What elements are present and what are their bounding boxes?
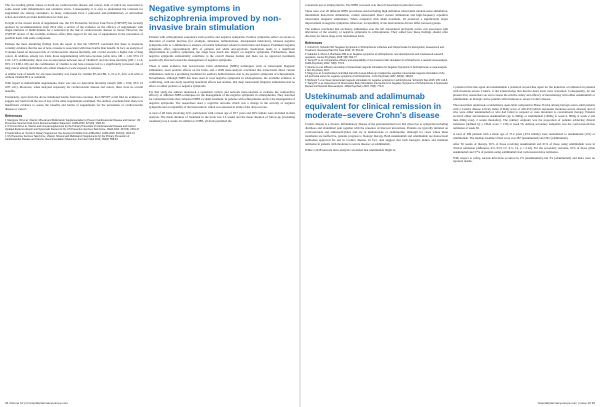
reference-number: 2 bbox=[305, 52, 307, 56]
body-paragraph: Fortunately, apart from the above mentioned harms from beta-carotene, the USPSTF could find no evidence to suggest any harm from the use of any of the other supplements examined. The authors concluded that 'there was insufficient evidence to assess the benefits and harms of supplements for the prevention of cardiovascular disease or cancer'. bbox=[5, 95, 143, 111]
reference-number: 2 bbox=[5, 125, 7, 129]
right-page bbox=[300, 0, 600, 407]
body-paragraph: There were over 20 different NIBS procedures used including high-definition transcranial random noise stimulation, intermittent theta-burst stimulation, cranial transcranial direct current stimulation and high-frequency repetitive transcranial magnetic stimulation. When compared with sham treatment, all produced a significantly larger improvement in negative symptoms. Moreover, acceptability of the interventions did not differ between groups. bbox=[305, 8, 448, 25]
reference-number: 3 bbox=[305, 59, 307, 63]
body-paragraph: The authors concluded that excitatory stimulation over the left dorsolateral prefrontal cortex was associated with alleviation of the severity of negative symptoms in schizophrenia. They added how these findings should offer direction for future large-scale randomised trials. bbox=[305, 26, 448, 39]
right-page-column-1 bbox=[305, 4, 448, 154]
reference-text: Mogg A et al. A randomized controlled trial with 4-week follow-up of adjunctive repetitive transcranial magnetic stimulation of the left prefrontal cortex for negative symptoms of schizophrenia. J Clin Psychiatry 2007; 68(12): 1994-6. bbox=[305, 72, 445, 79]
body-paragraph: While a 2018 network meta-analysis concluded that adalimumab might be bbox=[305, 147, 396, 152]
reference-text: Wobrock T et al. Deep transcranial magnetic stimulation for negative symptoms in schizophrenia. Schizophr Res 2015; 165: 113-6. bbox=[307, 78, 448, 82]
page-footer-right: hospitalpharmacyeurope.com | Issue 10 35 bbox=[537, 401, 595, 405]
references-heading: References bbox=[5, 113, 23, 118]
body-paragraph: Perhaps the most disturbing finding from the report is that the USPSTF concluded that there is moderate certainty evidence that the use of beta-carotene is associated with more harms than benefit. In fact, an analysis of 9 studies found an increased risk of cardiovascular disease mortality, and a trend towards a higher risk of lung cancer. In addition, among two trials, those supplementing with beta-carotene (odds ratio, OR = 1.20, 95% CI 1.02-1.37). Additionally, there was an association between use of vitamin E and all-cause mortality (OR = 1.16, 95% CI 0.80-1.69) and the combination of vitamin A and beta-carotene led to a significantly increased risk of lung cancer among individuals who either smoked or were exposed to asbestos. bbox=[5, 42, 143, 70]
reference-text: US Preventive Services Task Force. Vitamin, Mineral and Multivitamin Supplements for the Primary Prevention of Cardiovascular Disease and Cancer: Recommendation Statement. Ann Intern Med 2014; 160(8): 558-64. bbox=[5, 135, 130, 142]
reference-item bbox=[305, 72, 448, 78]
reference-item bbox=[305, 46, 448, 52]
reference-item bbox=[305, 53, 448, 59]
reference-item bbox=[5, 135, 143, 141]
body-paragraph: The two leading global causes of death are cardiovascular disease and cancer, both of which are associated to some extent with inflammation and oxidative stress. Consequently, it is easy to understand the rationale for supplement use among consumers, as many compounds have a purported anti-inflammatory or antioxidant action and which provides justification for their use. bbox=[5, 4, 143, 19]
left-page-column-1 bbox=[5, 4, 143, 142]
left-page-column-2 bbox=[149, 4, 295, 126]
body-paragraph: With respect to safety, serious infections occurred in 2% (ustekinumab) and 3% (adalimumab) and there were no reported deaths. bbox=[453, 155, 595, 164]
reference-item bbox=[305, 59, 448, 65]
reference-text: Tseng PT et al. Comparative efficacy and acceptability of non-invasive brain stimulation in schizophrenia: a network meta-analysis. JAMA Psychiatry 2022; 79(8): 770-9. bbox=[305, 59, 448, 66]
reference-text: Tsang PT et al. Assessment of Noninvasive Brain Stimulation Interventions for Negative Symptoms of Schizophrenia: A Systematic Review and Network Meta-analysis. JAMA Psychiatry 2022; 79(8): 770-9. bbox=[305, 82, 448, 89]
body-paragraph: A total of 386 patients with a mean age of 37.2 years (43% female) were randomised to ustekinumab (191) or adalimumab. The median baseline CDAI score was 287 (ustekinumab) and 291 (adalimumab). bbox=[453, 131, 595, 140]
body-paragraph: For that study the authors undertook a systematic review and network meta-analysis to evaluate the comparative efficacy of different NIBS techniques for the management of the negative symptoms in schizophrenia. They searched for randomised trials that compared NIBS vs sham treatment, in patients with schizophrenia and for the management of negative symptoms. The researchers used a cognitive outcome which was a change in the severity of negative symptoms and acceptability of the intervention, which was assessed in terms of the drop-out rate. bbox=[149, 89, 295, 110]
body-paragraph: There is some evidence that non-invasive brain stimulation (NIBS) techniques, such as transcranial magnetic stimulation, exert positive effects on the brain, and a 2009 meta-analysis concluded that transcranial direct current stimulation could be a promising treatment for auditory hallucinations, that is, the positive symptoms of schizophrenia. Nevertheless, although NIBS has been used to treat negative symptoms in schizophrenia, the available evidence is conflicting, with one study reporting beneficial effects and another, that deep transcranial magnetic stimulation had no effect on either positive or negative symptoms. bbox=[149, 64, 295, 88]
body-paragraph: After 56 weeks of therapy, 65% of those receiving ustekinumab and 61% of those using adalimumab were in clinical remission (difference 4%, 95% CI -6 to 14, p = 0.42). For the secondary outcome, 61% of those given ustekinumab and 57% of patients using adalimumab had corticosteroid-free remission. bbox=[453, 141, 595, 154]
reference-text: Aleman A et al. Efficacy and safety of transcranial magnetic stimulation for Negative Symptoms in Schizophrenia: a meta-analysis. J Clin Psychiatry 2017. bbox=[305, 65, 448, 72]
body-paragraph: concurrent use of antipsychotics. The NIBS was used over the left dorsolateral prefrontal cortex. bbox=[305, 4, 423, 7]
reference-text: Correll CU, Schooler NR. Negative Symptoms in Schizophrenia: A Review and Clinical Guide for Recognition, Assessment and Treatment. Neuropsychiatr Dis Treat 2020; 16: 519-34. bbox=[305, 46, 444, 53]
reference-number: 1 bbox=[305, 46, 307, 50]
reference-item bbox=[305, 82, 448, 88]
reference-number: 1 bbox=[5, 118, 7, 122]
article-headline-schizophrenia: Negative symptoms in schizophrenia improved by non-invasive brain stimulation bbox=[149, 4, 282, 33]
body-paragraph: Patients with schizophrenia experience both positive and negative symptoms. Positive symptoms reflect an excess or distortion of normal function (for example, delusions, hallucinations, disorganised behaviour), whereas negative symptoms refer to a diminution or absence of normal behaviours related to motivation and interest. Prominent negative symptoms affect approximately 40% of patients and while anti-psychotic medication leads to a significant improvement in positive symptoms, the drugs have much less impact on negative symptoms. Furthermore, these negative symptoms substantially contribute to the overall disease burden and there are no approved treatments specifically directed toward the management of negative symptoms. bbox=[149, 34, 295, 63]
body-paragraph: A similar lack of benefit for all-cause mortality was found for vitamin B3 and B6, C, D or E, folic acid with or without vitamin B12 or selenium. bbox=[5, 71, 143, 80]
reference-list bbox=[305, 46, 448, 88]
reference-item bbox=[5, 125, 143, 131]
reference-number: 7 bbox=[305, 82, 307, 86]
body-paragraph: A total of 48 trials involving 2211 participants with a mean age of 38.7 years and 69% female were included in their analysis. The mean duration of treatment in the trials was 2.6 weeks and the mean duration of follow-up (excluding treatment) was 4 weeks. In addition to NIBS, all trials permitted the bbox=[149, 111, 295, 123]
reference-number: 6 bbox=[305, 78, 307, 82]
reference-text: Kantor ED et al. Trends in Dietary Supplement Use Among US Adults From 1999-2012. JAMA 2016; 316(14): 1464-74. bbox=[7, 131, 136, 135]
body-paragraph: a preferred first-line agent and ustekinumab a preferred second-line agent for the induction of remission in patients with moderate-severe Crohn's, it did acknowledge that head-to-head trials were warranted. Consequently, for the present trial, researchers set out to assess the relative safety and efficacy of monotherapy with either ustekinumab or adalimumab, in biologic-naive patients with moderate to severe Crohn's disease. bbox=[453, 86, 595, 101]
reference-item bbox=[305, 66, 448, 72]
page-footer-left: 34 Volume 10 (1) hospitalpharmacyeurope.com bbox=[5, 401, 69, 405]
reference-number: 3 bbox=[5, 131, 7, 135]
reference-number: 4 bbox=[5, 135, 7, 139]
body-paragraph: The researchers undertook a randomised, open-label comparative Phase 3b trial among biologic-naive adult patients with a Crohn's disease activity index (CDAI) score of 220-450 (which represents moderate-severe disease) and of who were either ustekinumab or who had failed to respond or were intolerant to conventional therapy. Patients received either subcutaneous ustekinumab (up to 90mg) or adalimumab (160mg at week 0, 80mg at week 2 and then 40mg every 2 weeks thereafter). The primary endpoint was the proportion of patients achieving clinical remission (defined by a CDAI score < 150) at week 56. Among secondary endpoints was the corticosteroid-free remission at week 56. bbox=[453, 102, 595, 131]
references-heading: References bbox=[305, 41, 323, 46]
reference-text: Galderisi S, Mucci A, Buchanan RW et al. Negative symptoms of schizophrenia: new developments and unanswered research questions. Lancet Psychiatry 2018; 5(8): 664-77. bbox=[305, 52, 444, 59]
body-paragraph: In light of the current levels of supplement use, the US Preventive Services Task Force (USPSTF) has recently updated its recommendations from 2014 after a review of the evidence on the efficacy of supplements with single nutrients or multivitamins for a reduction in the risk of cardiovascular disease or cancer. However, the USPSTF review of the available evidence offers little support for the use of supplements in the prevention of possible harm with some compounds. bbox=[5, 20, 143, 41]
body-paragraph: Crohn's disease is a chronic, inflammatory disease of the gastrointestinal tract that gives rise to symptoms including diarrhoea and abdominal pain together with the presence of mucosal ulcerations. Patients are typically initiated on corticosteroids and aminosalicylates and are at methotrexate or azathioprine, although for cases where these treatments are ineffective, patients progress to biologic therapy. Both ustekinumab and adalimumab are monoclonal antibodies approved for use in Crohn's disease. In fact, data suggest that both biologics induce and maintain remission in patients with moderate to severe disease; as adalimumab. bbox=[305, 122, 448, 146]
reference-text: O'Connor EA et al. Vitamin and mineral supplements for the Primary Prevention of Cardiovascular Disease and Cancer: Updated Evidence Report and Systematic Review for the US Preventive Services Task Force. JAMA 2022; 327(23): 2334-47. bbox=[5, 125, 140, 132]
reference-text: Mangione CM et al. Vitamin, Mineral and Multivitamin Supplementation to Prevent Cardiovascular Disease and Cancer: US Preventive Services Task Force Recommendation Statement. JAMA 2022; 327(23): 2326-33. bbox=[5, 118, 141, 125]
article-headline-crohns: Ustekinumab and adalimumab equivalent for clinical remission in moderate–severe Crohn's disease bbox=[305, 91, 442, 120]
reference-number: 5 bbox=[305, 72, 307, 76]
body-paragraph: With regard to multivitamin supplements, there was also no detectable mortality benefit (OR = 0.94, 95% CI 0.87-1.01). Moreover, when analysed separately for cardiovascular disease and cancer, there were no overall benefits. bbox=[5, 81, 143, 94]
reference-item bbox=[5, 119, 143, 125]
reference-list bbox=[5, 119, 143, 142]
reference-number: 4 bbox=[305, 65, 307, 69]
right-page-column-2 bbox=[453, 86, 595, 166]
